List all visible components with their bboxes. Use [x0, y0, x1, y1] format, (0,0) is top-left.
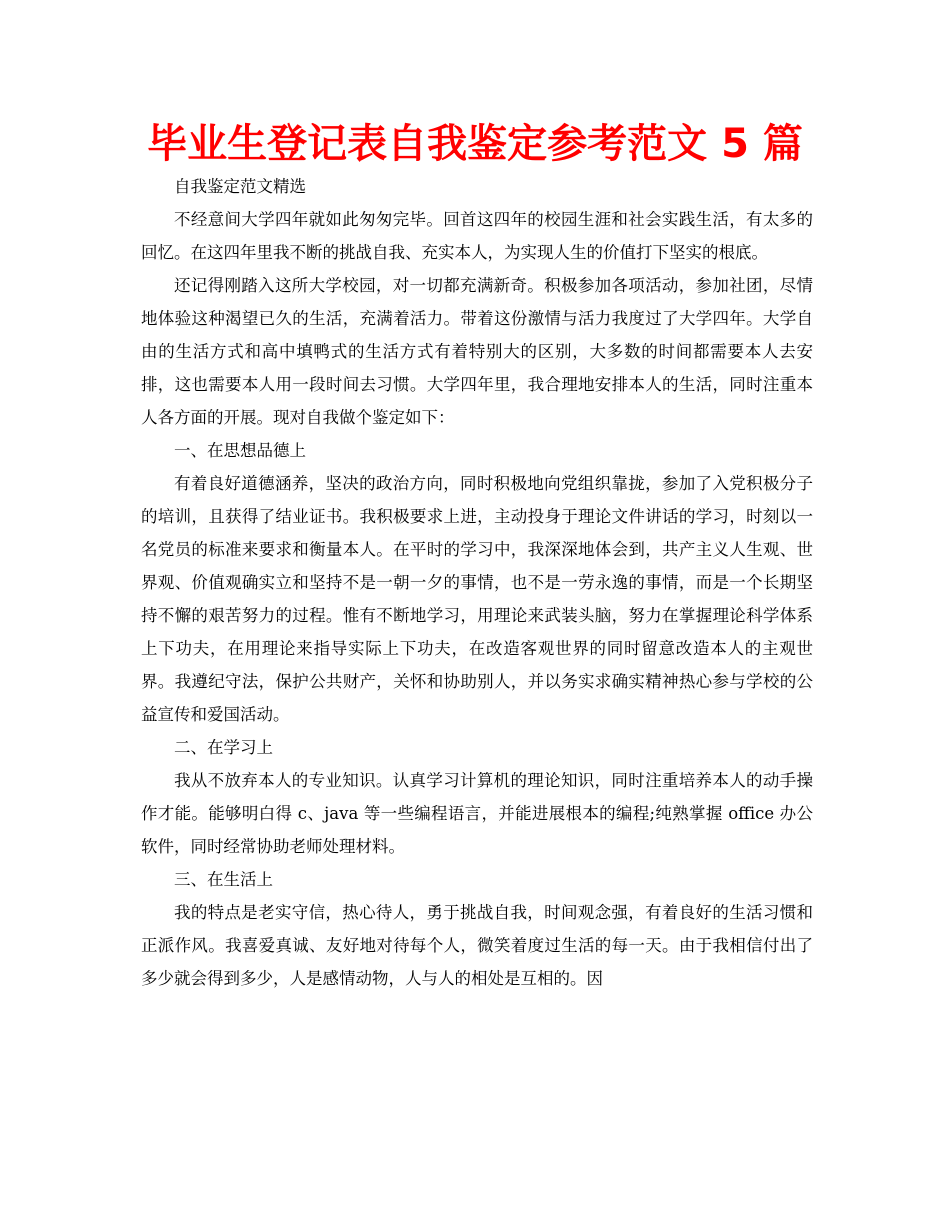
body-paragraph: 有着良好道德涵养，坚决的政治方向，同时积极地向党组织靠拢，参加了入党积极分子的培训，且获得了结业证书。我积极要求上进，主动投身于理论文件讲话的学习，时刻以一名党员的标准来要求和衡量本人。在平时的学习中，我深深地体会到，共产主义人生观、世界观、价值观确实立和坚持不是一朝一夕的事情，也不是一劳永逸的事情，而是一个长期坚持不懈的艰苦努力的过程。惟有不断地学习，用理论来武装头脑，努力在掌握理论科学体系上下功夫，在用理论来指导实际上下功夫，在改造客观世界的同时留意改造本人的主观世界。我遵纪守法，保护公共财产，关怀和协助别人，并以务实求确实精神热心参与学校的公益宣传和爱国活动。: [141, 474, 813, 724]
body-paragraph: 我的特点是老实守信，热心待人，勇于挑战自我，时间观念强，有着良好的生活习惯和正派作风。我喜爱真诚、友好地对待每个人，微笑着度过生活的每一天。由于我相信付出了多少就会得到多少，人是感情动物，人与人的相处是互相的。因: [141, 903, 813, 988]
body-paragraph: 不经意间大学四年就如此匆匆完毕。回首这四年的校园生涯和社会实践生活，有太多的回忆。在这四年里我不断的挑战自我、充实本人，为实现人生的价值打下坚实的根底。: [141, 210, 813, 262]
body-paragraph: 还记得刚踏入这所大学校园，对一切都充满新奇。积极参加各项活动，参加社团，尽情地体验这种渴望已久的生活，充满着活力。带着这份激情与活力我度过了大学四年。大学自由的生活方式和高中填鸭式的生活方式有着特别大的区别，大多数的时间都需要本人去安排，这也需要本人用一段时间去习惯。大学四年里，我合理地安排本人的生活，同时注重本人各方面的开展。现对自我做个鉴定如下：: [141, 276, 813, 427]
section-heading-study: 二、在学习上: [174, 738, 273, 757]
section-heading-morality: 一、在思想品德上: [174, 441, 306, 460]
document-body: [141, 170, 813, 995]
subtitle-paragraph: 自我鉴定范文精选: [174, 177, 306, 196]
document-title: 毕业生登记表自我鉴定参考范文 5 篇: [147, 121, 803, 167]
section-heading-life: 三、在生活上: [174, 870, 273, 889]
body-paragraph: 我从不放弃本人的专业知识。认真学习计算机的理论知识，同时注重培养本人的动手操作才能。能够明白得 c、java 等一些编程语言，并能进展根本的编程;纯熟掌握 office 办公软件，同时经常协助老师处理材料。: [141, 771, 813, 856]
